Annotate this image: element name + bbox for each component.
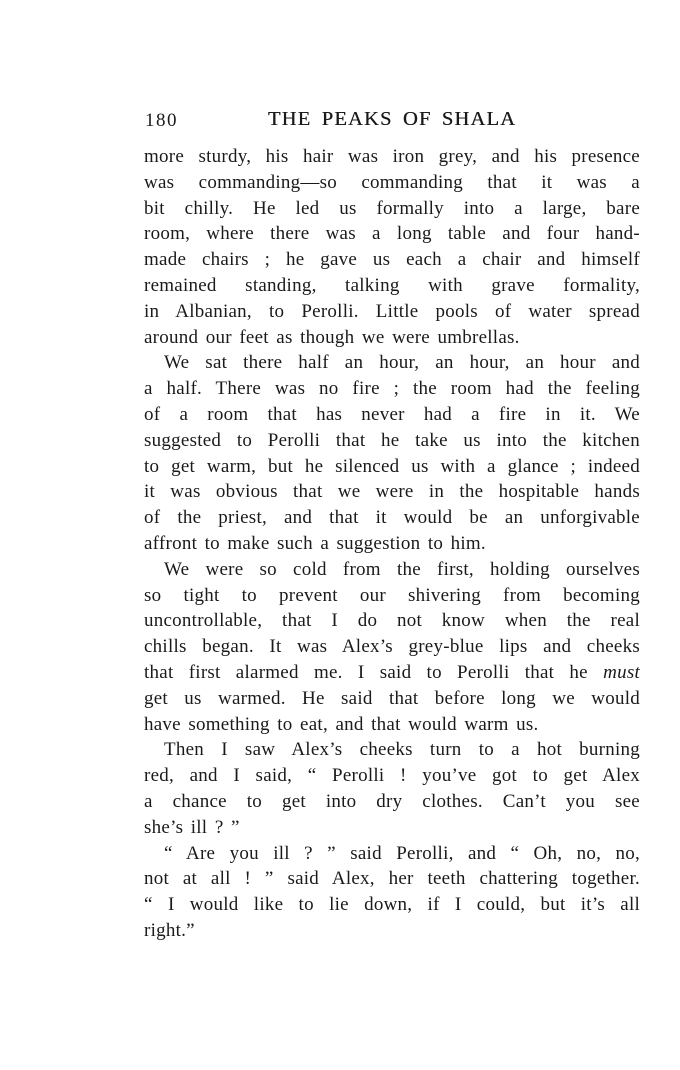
line-text: We sat there half an hour, an hour, an hour and: [164, 352, 640, 374]
paragraph: [144, 557, 640, 738]
text-line: [144, 376, 640, 402]
line-text: uncontrollable, that I do not know when the real: [144, 610, 640, 632]
text-line: [144, 273, 640, 299]
line-text: Then I saw Alex’s cheeks turn to a hot burning: [164, 739, 640, 761]
text-line: [144, 789, 640, 815]
line-text: chills began. It was Alex’s grey-blue lips and cheeks: [144, 636, 640, 658]
line-text: red, and I said, “ Perolli ! you’ve got to get Alex: [144, 765, 640, 787]
line-text-italic: must: [603, 661, 640, 683]
text-line: [144, 712, 640, 738]
line-text: affront to make such a suggestion to him.: [144, 532, 486, 554]
line-text: remained standing, talking with grave formality,: [144, 274, 640, 296]
text-line: [144, 634, 640, 660]
line-text: it was obvious that we were in the hospitable hands: [144, 481, 640, 503]
text-line: [144, 892, 640, 918]
line-text: room, where there was a long table and four hand-: [144, 223, 640, 245]
text-line: [144, 583, 640, 609]
text-line: [144, 505, 640, 531]
text-line: [144, 531, 640, 557]
text-line: [144, 660, 640, 686]
text-line: [144, 170, 640, 196]
line-text: made chairs ; he gave us each a chair and himself: [144, 249, 640, 271]
line-text: not at all ! ” said Alex, her teeth chattering together.: [144, 868, 640, 890]
text-line: [144, 144, 640, 170]
line-text: around our feet as though we were umbrellas.: [144, 326, 520, 348]
paragraph: [144, 144, 640, 350]
text-line: [144, 402, 640, 428]
paragraph: [144, 737, 640, 840]
paragraph: [144, 841, 640, 944]
text-line: [144, 815, 640, 841]
line-text: suggested to Perolli that he take us into the kitchen: [144, 429, 640, 451]
text-line: [144, 686, 640, 712]
text-line: [144, 428, 640, 454]
line-text: right.”: [144, 919, 195, 941]
line-text: more sturdy, his hair was iron grey, and his presence: [144, 146, 640, 167]
line-text: We were so cold from the first, holding ourselves: [164, 558, 640, 580]
text-line: [144, 299, 640, 325]
text-line: [144, 763, 640, 789]
paragraph: [144, 350, 640, 556]
page-number: 180: [145, 110, 178, 131]
line-text: a half. There was no fire ; the room had the feeling: [144, 378, 640, 400]
text-line: [144, 221, 640, 247]
line-text: to get warm, but he silenced us with a glance ; indeed: [144, 455, 640, 477]
line-text: “ I would like to lie down, if I could, but it’s all: [144, 894, 640, 916]
text-line: [144, 557, 640, 583]
line-text: so tight to prevent our shivering from becoming: [144, 584, 640, 606]
line-text: of the priest, and that it would be an unforgivable: [144, 507, 640, 529]
text-line: [144, 350, 640, 376]
text-line: [144, 247, 640, 273]
running-title: THE PEAKS OF SHALA: [267, 108, 517, 130]
line-text: a chance to get into dry clothes. Can’t you see: [144, 790, 640, 812]
page-text: [144, 144, 640, 944]
text-line: [144, 325, 640, 351]
text-line: [144, 454, 640, 480]
line-text: have something to eat, and that would warm us.: [144, 713, 539, 735]
line-text: get us warmed. He said that before long we would: [144, 687, 640, 709]
text-line: [144, 737, 640, 763]
line-text: “ Are you ill ? ” said Perolli, and “ Oh, no, no,: [164, 842, 640, 864]
line-text: in Albanian, to Perolli. Little pools of water spread: [144, 300, 640, 322]
line-text: was commanding—so commanding that it was a: [144, 171, 640, 193]
line-text: of a room that has never had a fire in it. We: [144, 403, 640, 425]
text-line: [144, 866, 640, 892]
running-header: [144, 106, 640, 132]
text-column: [144, 106, 640, 944]
line-text: bit chilly. He led us formally into a large, bare: [144, 197, 640, 219]
text-line: [144, 608, 640, 634]
text-line: [144, 918, 640, 944]
text-line: [144, 841, 640, 867]
text-line: [144, 479, 640, 505]
line-text: that first alarmed me. I said to Perolli that he: [144, 661, 604, 683]
line-text: she’s ill ? ”: [144, 816, 240, 838]
text-line: [144, 196, 640, 222]
